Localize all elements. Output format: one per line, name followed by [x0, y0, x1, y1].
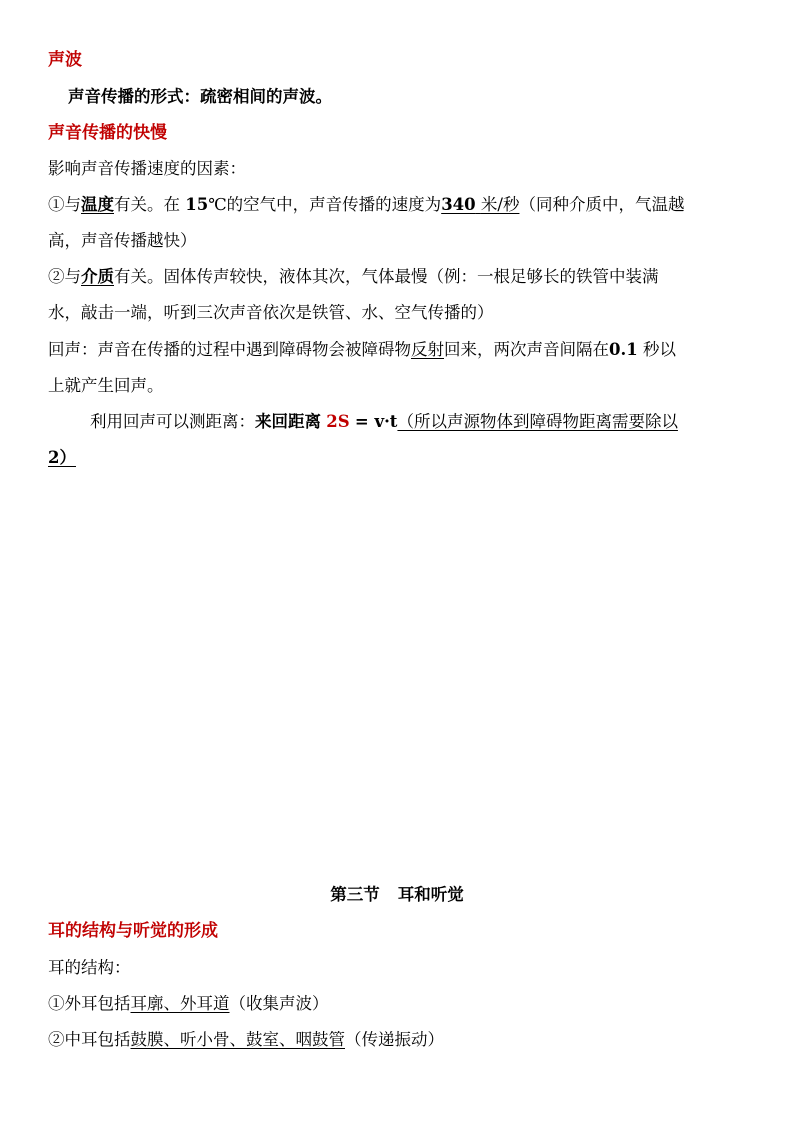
echo-line2: 上就产生回声。	[48, 376, 164, 395]
factor-temperature-line2: 高，声音传播越快）	[48, 231, 197, 250]
text-segment: ②与	[48, 267, 81, 286]
speed-unit: 米/秒	[480, 195, 520, 214]
distance-line1	[90, 411, 750, 433]
distance-note: （所以声源物体到障碍物距离需要除以	[397, 412, 678, 431]
distance-note-end: 2）	[48, 448, 76, 467]
speed-value: 340	[441, 195, 476, 214]
formula-vt: = v·t	[354, 412, 398, 431]
text-segment: 利用回声可以测距离：	[90, 412, 255, 431]
text-segment: 有关。固体传声较快，液体其次，气体最慢（例：一根足够长的铁管中装满	[114, 267, 659, 286]
middle-ear-line	[48, 1029, 748, 1051]
ear-structure-intro: 耳的结构：	[48, 958, 131, 977]
keyword-temperature: 温度	[81, 195, 114, 214]
formula-2s: 2S	[326, 412, 350, 431]
heading-sound-speed: 声音传播的快慢	[48, 123, 167, 143]
temperature-value: 15	[185, 195, 209, 214]
section-name: 耳和听觉	[397, 885, 464, 904]
heading-ear-structure: 耳的结构与听觉的形成	[48, 921, 218, 941]
factor-medium-line2: 水，敲击一端，听到三次声音依次是铁管、水、空气传播的）	[48, 303, 494, 322]
sound-wave-form-text: 声音传播的形式：疏密相间的声波。	[68, 87, 332, 106]
factor-temperature-line1	[48, 194, 748, 216]
text-segment: ①外耳包括	[48, 994, 131, 1013]
middle-ear-parts: 鼓膜、听小骨、鼓室、咽鼓管	[130, 1030, 345, 1049]
keyword-round-trip: 来回距离	[255, 412, 321, 431]
section-title	[0, 884, 794, 906]
outer-ear-line	[48, 993, 748, 1015]
keyword-reflection: 反射	[411, 340, 444, 359]
text-segment: 回来，两次声音间隔在	[444, 340, 609, 359]
echo-line1	[48, 339, 748, 361]
section-number: 第三节	[330, 885, 380, 904]
keyword-medium: 介质	[81, 267, 114, 286]
text-segment: ②中耳包括	[48, 1030, 131, 1049]
heading-sound-wave: 声波	[48, 50, 82, 70]
factor-medium-line1	[48, 266, 748, 288]
distance-line2	[48, 447, 748, 469]
echo-interval-value: 0.1	[609, 340, 638, 359]
text-segment: （传递振动）	[345, 1030, 444, 1049]
text-segment: （收集声波）	[229, 994, 329, 1013]
text-segment: 有关。在	[114, 195, 180, 214]
text-segment: 秒以	[642, 340, 676, 359]
outer-ear-parts: 耳廓、外耳道	[130, 994, 230, 1013]
text-segment: ①与	[48, 195, 81, 214]
factors-intro: 影响声音传播速度的因素：	[48, 159, 246, 178]
text-segment: 回声：声音在传播的过程中遇到障碍物会被障碍物	[48, 340, 411, 359]
text-segment: ℃的空气中，声音传播的速度为	[208, 195, 442, 214]
text-segment: （同种介质中，气温越	[519, 195, 685, 214]
